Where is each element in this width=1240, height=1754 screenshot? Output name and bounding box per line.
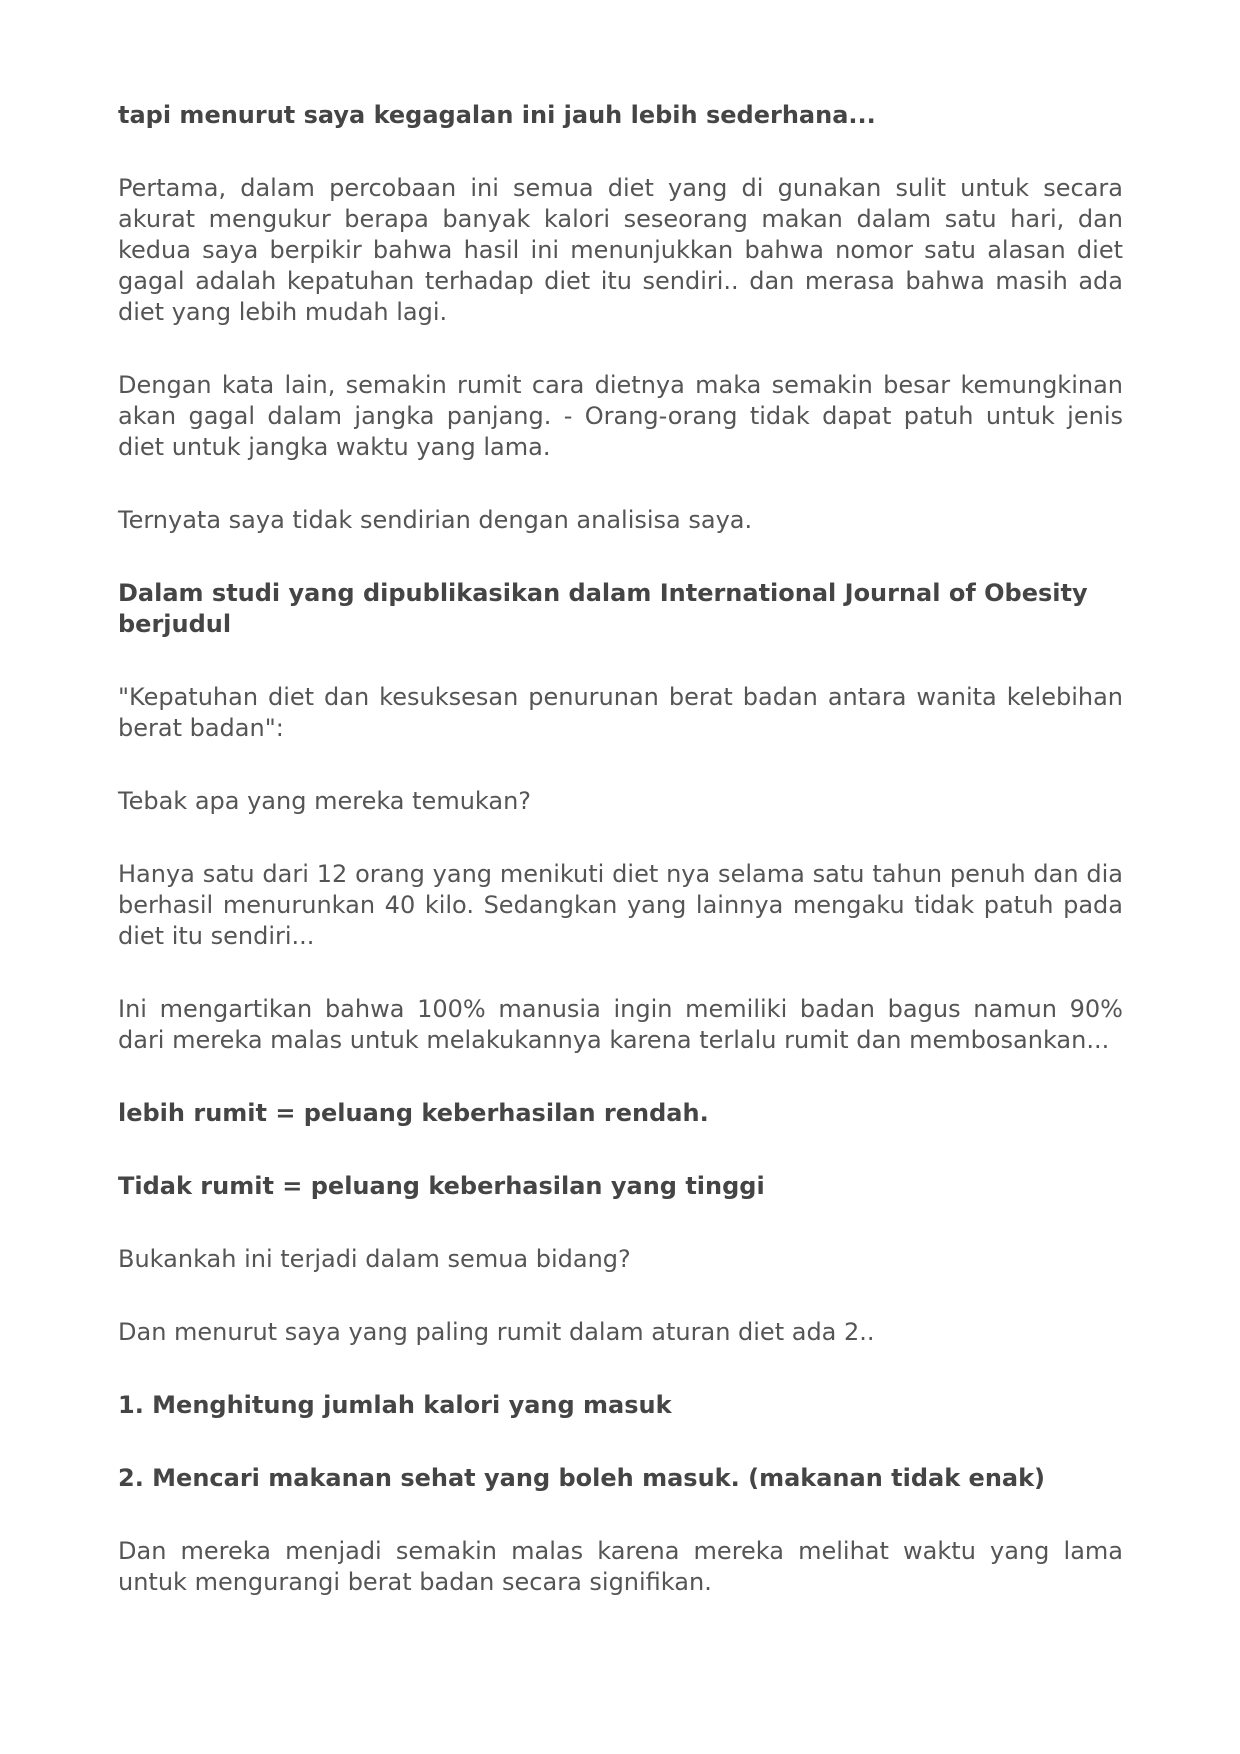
paragraph-question: Tebak apa yang mereka temukan? [118,787,532,815]
paragraph-result: Hanya satu dari 12 orang yang menikuti diet nya selama satu tahun penuh dan dia berhasil menurunkan 40 kilo. Sedangkan yang lainnya mengaku tidak patuh pada diet itu sendiri... [118,860,1123,950]
paragraph-two-rules: Dan menurut saya yang paling rumit dalam aturan diet ada 2.. [118,1318,875,1346]
paragraph-not-alone: Ternyata saya tidak sendirian dengan analisisa saya. [118,506,753,534]
paragraph-intro: tapi menurut saya kegagalan ini jauh lebih sederhana... [118,101,876,129]
list-item-1: 1. Menghitung jumlah kalori yang masuk [118,1391,672,1419]
paragraph-complexity: Dengan kata lain, semakin rumit cara dietnya maka semakin besar kemungkinan akan gagal dalam jangka panjang. - Orang-orang tidak dapat patuh untuk jenis diet untuk jangka waktu yang lama. [118,371,1123,461]
paragraph-first-reason: Pertama, dalam percobaan ini semua diet yang di gunakan sulit untuk secara akurat mengukur berapa banyak kalori seseorang makan dalam satu hari, dan kedua saya berpikir bahwa hasil ini menunjukkan bahwa nomor satu alasan diet gagal adalah kepatuhan terhadap diet itu sendiri.. dan merasa bahwa masih ada diet yang lebih mudah lagi. [118,174,1123,326]
list-item-2: 2. Mencari makanan sehat yang boleh masuk. (makanan tidak enak) [118,1464,1046,1492]
paragraph-study-heading: Dalam studi yang dipublikasikan dalam International Journal of Obesity berjudul [118,579,1088,638]
paragraph-rule-complex: lebih rumit = peluang keberhasilan rendah. [118,1099,709,1127]
paragraph-rule-simple: Tidak rumit = peluang keberhasilan yang tinggi [118,1172,765,1200]
paragraph-meaning: Ini mengartikan bahwa 100% manusia ingin memiliki badan bagus namun 90% dari mereka malas untuk melakukannya karena terlalu rumit dan membosankan... [118,995,1123,1054]
paragraph-conclusion: Dan mereka menjadi semakin malas karena mereka melihat waktu yang lama untuk mengurangi berat badan secara signifikan. [118,1537,1123,1596]
paragraph-study-title: "Kepatuhan diet dan kesuksesan penurunan berat badan antara wanita kelebihan berat badan": [118,683,1123,742]
document-page [118,100,1123,1640]
paragraph-all-fields: Bukankah ini terjadi dalam semua bidang? [118,1245,631,1273]
